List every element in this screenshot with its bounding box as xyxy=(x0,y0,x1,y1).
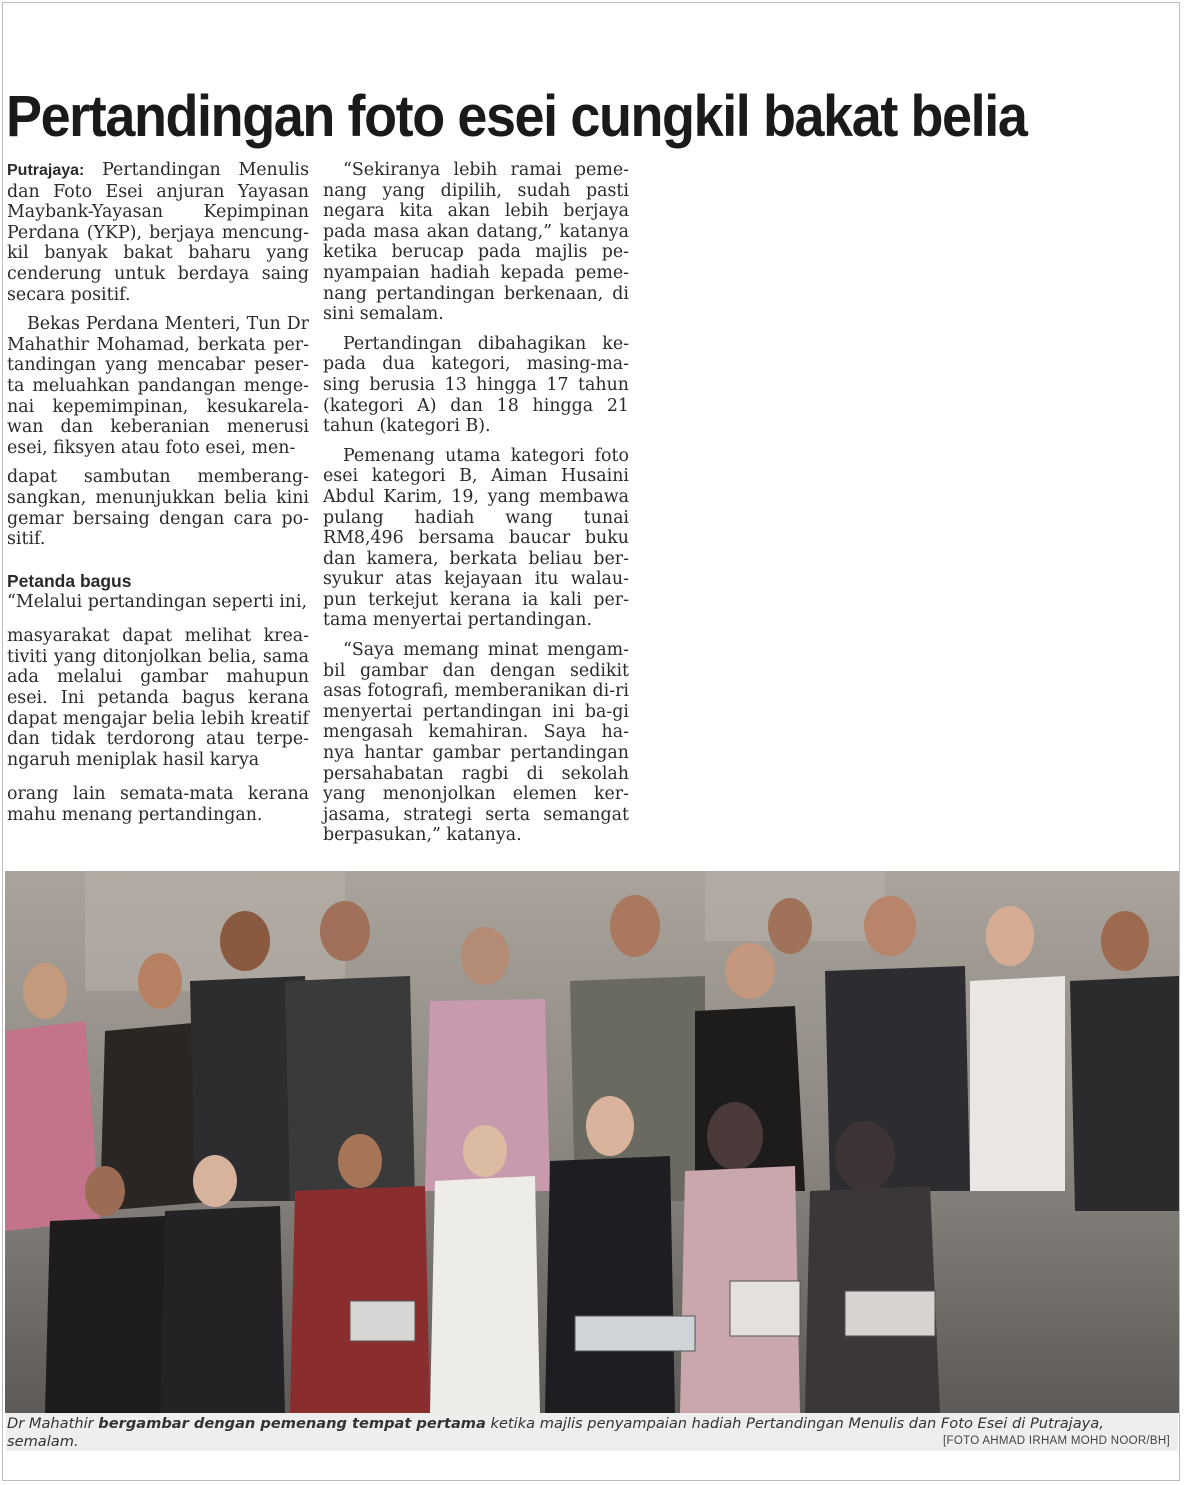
group-photo xyxy=(5,871,1179,1413)
paragraph: Pertandingan dibahagikan ke-pada dua kategori, masing-ma-sing berusia 13 hingga 17 tahun (kategori A) dan 18 hingga 21 tahun (kategori B). xyxy=(323,333,629,437)
paragraph: dapat sambutan memberang-sangkan, menunjukkan belia kini gemar bersaing dengan cara po-sitif. xyxy=(7,467,309,550)
photo-caption xyxy=(6,1413,1178,1451)
subheading: Petanda bagus xyxy=(7,570,132,591)
dateline: Putrajaya: xyxy=(7,162,85,179)
caption-text: Dr Mahathir xyxy=(7,1415,99,1432)
group-photo-illustration xyxy=(5,871,1179,1413)
paragraph: orang lain semata-mata kerana mahu menang pertandingan. xyxy=(7,784,309,826)
caption-text: ketika majlis penyampaian hadiah Pertandingan Menulis dan Foto Esei di Putrajaya, semalam. xyxy=(7,1415,1104,1450)
paragraph: Pemenang utama kategori foto esei kategori B, Aiman Husaini Abdul Karim, 19, yang membawa pulang hadiah wang tunai RM8,496 bersama baucar buku dan kamera, berkata beliau ber-syukur atas kejayaan itu walau-pun terkejut kerana ia kali per-tama menyertai pertandingan. xyxy=(323,445,629,631)
paragraph: Bekas Perdana Menteri, Tun Dr Mahathir Mohamad, berkata per-tandingan yang mencabar peser-ta meluahkan pandangan menge-nai kepemimpinan, kesukarela-wan dan keberanian menerusi esei, fiksyen atau foto esei, men- xyxy=(7,314,309,458)
headline: Pertandingan foto esei cungkil bakat belia xyxy=(6,84,1027,149)
article-column-2 xyxy=(323,160,629,855)
paragraph: “Melalui pertandingan seperti ini, xyxy=(7,591,308,612)
caption-bold: bergambar dengan pemenang tempat pertama xyxy=(98,1415,486,1432)
paragraph: “Sekiranya lebih ramai peme-nang yang dipilih, sudah pasti negara kita akan lebih berjaya pada masa akan datang,” katanya ketika berucap pada majlis pe-nyampaian hadiah kepada peme-nang pertandingan berkenaan, di sini semalam. xyxy=(323,160,629,325)
paragraph xyxy=(7,160,309,305)
paragraph: masyarakat dapat melihat krea-tiviti yang ditonjolkan belia, sama ada melalui gambar mahupun esei. Ini petanda bagus kerana dapat mengajar belia lebih kreatif dan tidak terdorong atau terpe-ngaruh meniplak hasil karya xyxy=(7,626,309,770)
paragraph: “Saya memang minat mengam-bil gambar dan dengan sedikit asas fotografi, memberanikan di-ri menyertai pertandingan ini ba-gi mengasah kemahiran. Saya ha-nya hantar gambar pertandingan persahabatan ragbi di sekolah yang menonjolkan elemen ker-jasama, strategi serta semangat berpasukan,” katanya. xyxy=(323,640,629,846)
article-column-1 xyxy=(7,160,309,835)
photo-credit: [FOTO AHMAD IRHAM MOHD NOOR/BH] xyxy=(943,1435,1170,1447)
paragraph-text: Pertandingan Menulis dan Foto Esei anjuran Yayasan Maybank-Yayasan Kepimpinan Perdana (YKP), berjaya mencung-kil banyak bakat baharu yang cenderung untuk berdaya saing secara positif. xyxy=(7,160,309,305)
